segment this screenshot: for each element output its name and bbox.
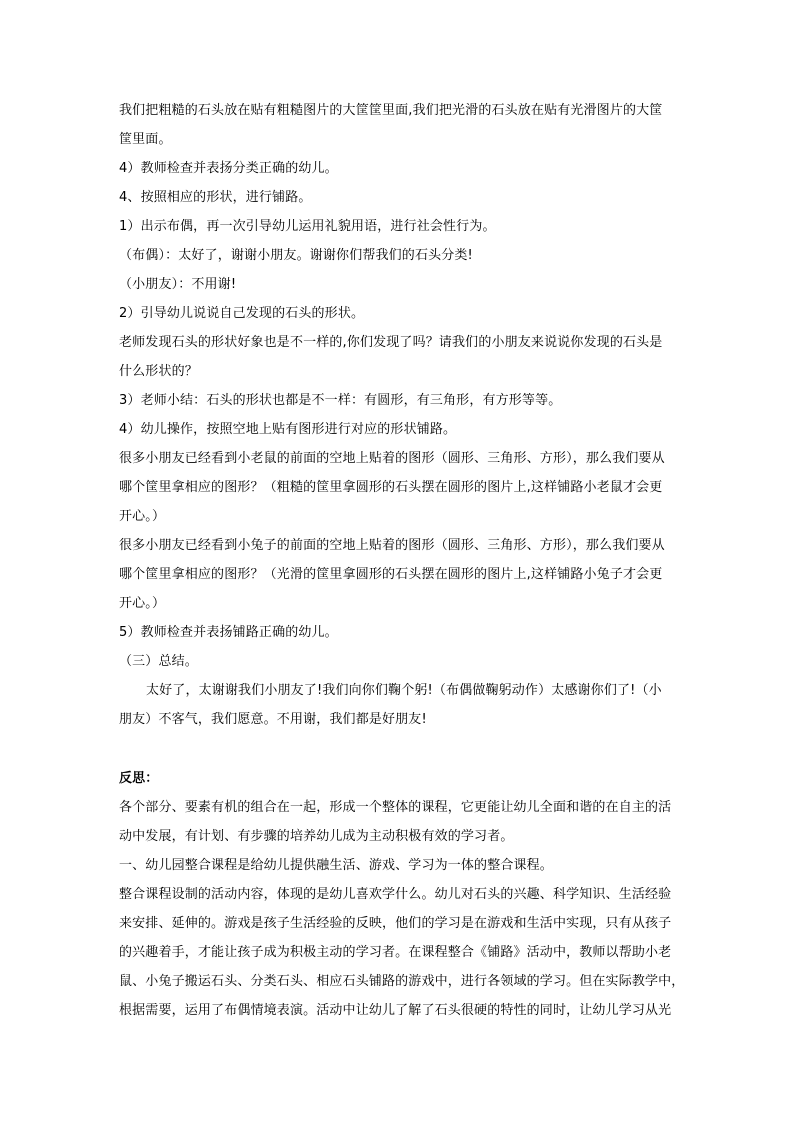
text-line: （三）总结。 <box>119 654 198 669</box>
document-page <box>119 96 685 1025</box>
text-line: 各个部分、要素有机的组合在一起，形成一个整体的课程，它更能让幼儿全面和谐的在自主的活 <box>119 800 672 815</box>
text-line: 哪个筐里拿相应的图形？（粗糙的筐里拿圆形的石头摆在圆形的图片上,这样铺路小老鼠才会更 <box>119 480 663 495</box>
text-line: 太好了，太谢谢我们小朋友了!我们向你们鞠个躬!（布偶做鞠躬动作）太感谢你们了!（小 <box>146 683 662 698</box>
text-line: 我们把粗糙的石头放在贴有粗糙图片的大筐筐里面,我们把光滑的石头放在贴有光滑图片的大筐 <box>119 103 663 118</box>
reflection-body <box>119 793 685 1025</box>
text-line: 4、按照相应的形状，进行铺路。 <box>119 190 312 205</box>
text-line: 开心。） <box>119 596 166 611</box>
text-line: 2）引导幼儿说说自己发现的石头的形状。 <box>119 306 365 321</box>
text-line: 很多小朋友已经看到小兔子的前面的空地上贴着的图形（圆形、三角形、方形），那么我们要从 <box>119 538 665 553</box>
text-line: 一、幼儿园整合课程是给幼儿提供融生活、游戏、学习为一体的整合课程。 <box>119 858 553 873</box>
section-gap <box>119 734 679 764</box>
text-line: 动中发展，有计划、有步骤的培养幼儿成为主动积极有效的学习者。 <box>119 829 514 844</box>
text-line: 朋友）不客气，我们愿意。不用谢，我们都是好朋友! <box>119 712 427 727</box>
text-line: 整合课程设制的活动内容，体现的是幼儿喜欢学什么。幼儿对石头的兴趣、科学知识、生活经验 <box>119 887 672 902</box>
text-line: （小朋友）：不用谢! <box>119 277 237 292</box>
activity-steps <box>119 96 679 676</box>
text-line: 4）教师检查并表扬分类正确的幼儿。 <box>119 161 338 176</box>
text-line: 筐里面。 <box>119 132 172 147</box>
reflection-heading: 反思： <box>119 771 159 786</box>
text-line: 5）教师检查并表扬铺路正确的幼儿。 <box>119 625 338 640</box>
text-line: 很多小朋友已经看到小老鼠的前面的空地上贴着的图形（圆形、三角形、方形），那么我们要从 <box>119 451 665 466</box>
text-line: 1）出示布偶，再一次引导幼儿运用礼貌用语，进行社会性行为。 <box>119 219 496 234</box>
summary-paragraph <box>119 676 679 734</box>
text-line: 老师发现石头的形状好象也是不一样的,你们发现了吗？请我们的小朋友来说说你发现的石头是 <box>119 335 663 350</box>
text-line: 的兴趣着手，才能让孩子成为积极主动的学习者。在课程整合《铺路》活动中，教师以帮助小老 <box>119 945 672 960</box>
text-line: 哪个筐里拿相应的图形？（光滑的筐里拿圆形的石头摆在圆形的图片上,这样铺路小兔子才会更 <box>119 567 663 582</box>
text-line: 开心。） <box>119 509 166 524</box>
text-line: 根据需要，运用了布偶情境表演。活动中让幼儿了解了石头很硬的特性的同时，让幼儿学习从光 <box>119 1003 672 1018</box>
text-line: 鼠、小兔子搬运石头、分类石头、相应石头铺路的游戏中，进行各领域的学习。但在实际教学中， <box>119 974 685 989</box>
text-line: 3）老师小结：石头的形状也都是不一样：有圆形，有三角形，有方形等等。 <box>119 393 562 408</box>
text-line: 4）幼儿操作，按照空地上贴有图形进行对应的形状铺路。 <box>119 422 457 437</box>
text-line: （布偶）：太好了，谢谢小朋友。谢谢你们帮我们的石头分类! <box>119 248 473 263</box>
text-line: 什么形状的？ <box>119 364 198 379</box>
text-line: 来安排、延伸的。游戏是孩子生活经验的反映，他们的学习是在游戏和生活中实现，只有从孩子 <box>119 916 672 931</box>
